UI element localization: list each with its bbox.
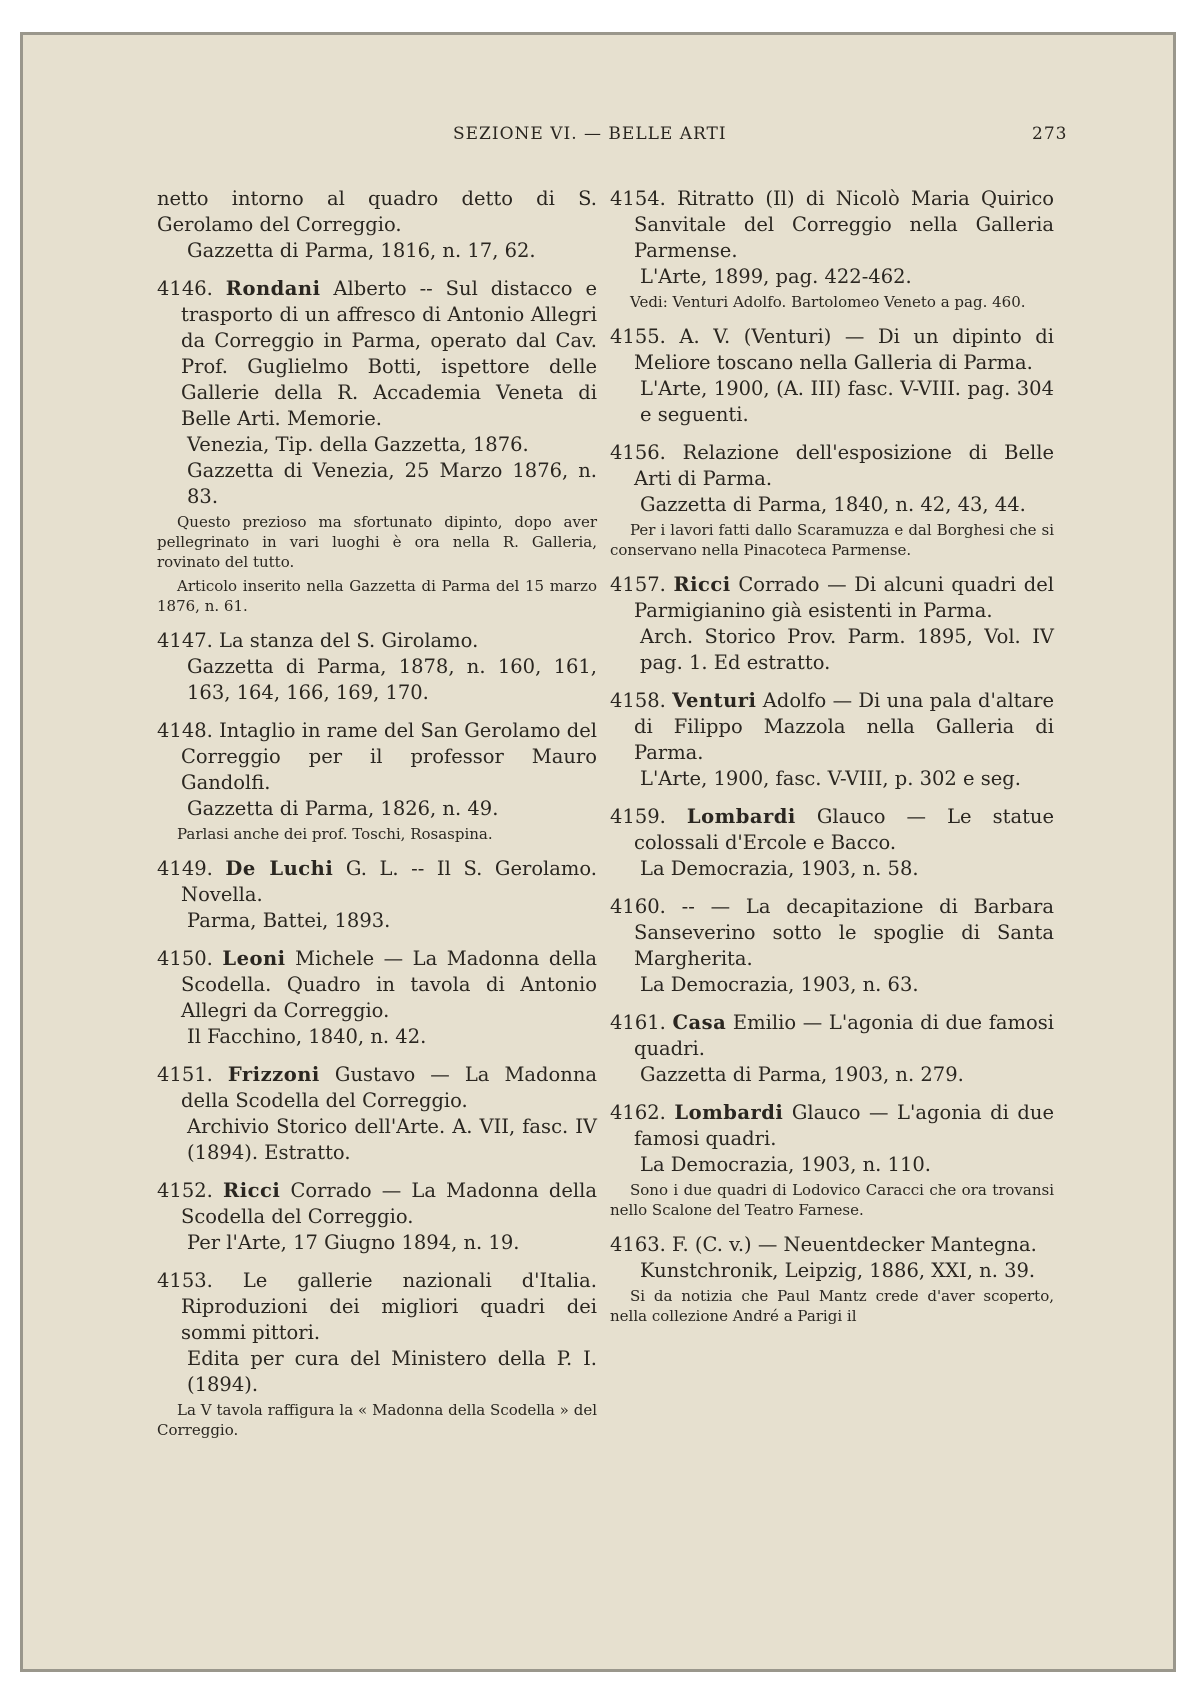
entry-note: Per i lavori fatti dallo Scaramuzza e dal Borghesi che si conservano nella Pinacoteca Parmense. <box>610 521 1054 559</box>
bibliography-entry <box>610 440 1054 560</box>
entry-source: Parma, Battei, 1893. <box>187 909 391 932</box>
bibliography-entry <box>157 856 597 934</box>
entry-number: 4163. <box>610 1233 666 1256</box>
entry-number: 4157. <box>610 573 666 596</box>
entry-note: Vedi: Venturi Adolfo. Bartolomeo Veneto a pag. 460. <box>630 293 1026 311</box>
entry-text: Adolfo — Di una pala d'altare di Filippo Mazzola nella Galleria di Parma. <box>634 689 1055 764</box>
entry-number: 4156. <box>610 441 666 464</box>
entry-number: 4162. <box>610 1101 666 1124</box>
entry-number: 4146. <box>157 277 213 300</box>
bibliography-entry <box>157 276 597 616</box>
bibliography-entry <box>610 804 1054 882</box>
entry-main <box>610 1232 1054 1258</box>
bibliography-entry <box>610 688 1054 792</box>
bibliography-entry <box>157 186 597 264</box>
bibliography-entry <box>157 1268 597 1440</box>
entry-source: Edita per cura del Ministero della P. I. (1894). <box>187 1347 597 1396</box>
bibliography-entry <box>610 572 1054 676</box>
entry-main <box>610 572 1054 624</box>
entry-source: La Democrazia, 1903, n. 58. <box>640 857 919 880</box>
entry-number: 4159. <box>610 805 666 828</box>
entry-source: Per l'Arte, 17 Giugno 1894, n. 19. <box>187 1231 520 1254</box>
entry-author: Casa <box>672 1011 727 1034</box>
entry-text: Alberto -- Sul distacco e trasporto di un affresco di Antonio Allegri da Correggio in Parma, operato dal Cav. Prof. Guglielmo Botti, ispettore delle Gallerie della R. Accademia Veneta di Belle Arti. Memorie. <box>181 277 597 430</box>
running-header <box>0 124 1196 154</box>
entry-source: Gazzetta di Parma, 1816, n. 17, 62. <box>187 239 536 262</box>
bibliography-entry <box>157 628 597 706</box>
entry-author: Lombardi <box>686 805 796 828</box>
entry-main <box>610 1010 1054 1062</box>
entry-main <box>610 804 1054 856</box>
left-column <box>157 186 597 1452</box>
entry-main <box>157 628 597 654</box>
entry-main <box>610 440 1054 492</box>
entry-number: 4149. <box>157 857 213 880</box>
entry-text: G. L. -- Il S. Gerolamo. Novella. <box>181 857 598 906</box>
entry-text: Relazione dell'esposizione di Belle Arti di Parma. <box>634 441 1054 490</box>
entry-number: 4154. <box>610 187 666 210</box>
entry-note: Articolo inserito nella Gazzetta di Parma del 15 marzo 1876, n. 61. <box>157 577 597 615</box>
bibliography-entry <box>610 1010 1054 1088</box>
entry-note: Questo prezioso ma sfortunato dipinto, dopo aver pellegrinato in vari luoghi è ora nella R. Galleria, rovinato del tutto. <box>157 513 597 571</box>
entry-note: La V tavola raffigura la « Madonna della Scodella » del Correggio. <box>157 1401 597 1439</box>
entry-source: La Democrazia, 1903, n. 63. <box>640 973 919 996</box>
entry-text: Michele — La Madonna della Scodella. Quadro in tavola di Antonio Allegri da Correggio. <box>181 947 597 1022</box>
page-number: 273 <box>1032 124 1068 144</box>
bibliography-entry <box>157 1062 597 1166</box>
bibliography-entry <box>610 186 1054 312</box>
entry-number: 4148. <box>157 719 213 742</box>
entry-number: 4150. <box>157 947 213 970</box>
bibliography-entry <box>610 1232 1054 1326</box>
entry-text: F. (C. v.) — Neuentdecker Mantegna. <box>672 1233 1037 1256</box>
entry-note: Parlasi anche dei prof. Toschi, Rosaspina. <box>177 825 493 843</box>
entry-main <box>157 1062 597 1114</box>
entry-source: Venezia, Tip. della Gazzetta, 1876. <box>187 433 529 456</box>
entry-number: 4153. <box>157 1269 213 1292</box>
entry-text: Intaglio in rame del San Gerolamo del Correggio per il professor Mauro Gandolfi. <box>181 719 597 794</box>
entry-note: Si da notizia che Paul Mantz crede d'aver scoperto, nella collezione André a Parigi il <box>610 1287 1054 1325</box>
entry-number: 4152. <box>157 1179 213 1202</box>
entry-number: 4147. <box>157 629 213 652</box>
entry-text: -- — La decapitazione di Barbara Sanseverino sotto le spoglie di Santa Margherita. <box>634 895 1054 970</box>
entry-main <box>610 324 1054 376</box>
entry-source: L'Arte, 1900, (A. III) fasc. V-VIII. pag. 304 e seguenti. <box>640 377 1054 426</box>
entry-main <box>610 1100 1054 1152</box>
entry-source: Gazzetta di Venezia, 25 Marzo 1876, n. 83. <box>187 459 597 508</box>
entry-source: Gazzetta di Parma, 1826, n. 49. <box>187 797 499 820</box>
entry-main <box>157 856 597 908</box>
entry-text: netto intorno al quadro detto di S. Gerolamo del Correggio. <box>157 187 597 236</box>
entry-source: Il Facchino, 1840, n. 42. <box>187 1025 427 1048</box>
entry-source: La Democrazia, 1903, n. 110. <box>640 1153 931 1176</box>
entry-main <box>157 276 597 432</box>
entry-text: Ritratto (Il) di Nicolò Maria Quirico Sanvitale del Correggio nella Galleria Parmense. <box>634 187 1054 262</box>
entry-author: Venturi <box>672 689 757 712</box>
entry-text: Glauco — L'agonia di due famosi quadri. <box>634 1101 1054 1150</box>
right-column <box>610 186 1054 1338</box>
bibliography-entry <box>157 718 597 844</box>
entry-text: Emilio — L'agonia di due famosi quadri. <box>634 1011 1055 1060</box>
entry-source: Gazzetta di Parma, 1878, n. 160, 161, 163, 164, 166, 169, 170. <box>187 655 597 704</box>
entry-text: Glauco — Le statue colossali d'Ercole e Bacco. <box>634 805 1055 854</box>
entry-number: 4158. <box>610 689 666 712</box>
entry-text: A. V. (Venturi) — Di un dipinto di Meliore toscano nella Galleria di Parma. <box>634 325 1054 374</box>
entry-number: 4155. <box>610 325 666 348</box>
entry-source: Gazzetta di Parma, 1840, n. 42, 43, 44. <box>640 493 1026 516</box>
entry-source: Kunstchronik, Leipzig, 1886, XXI, n. 39. <box>640 1259 1036 1282</box>
entry-text: Le gallerie nazionali d'Italia. Riproduzioni dei migliori quadri dei sommi pittori. <box>181 1269 597 1344</box>
entry-text: Gustavo — La Madonna della Scodella del Correggio. <box>181 1063 598 1112</box>
entry-text: La stanza del S. Girolamo. <box>219 629 479 652</box>
entry-source: Archivio Storico dell'Arte. A. VII, fasc. IV (1894). Estratto. <box>187 1115 597 1164</box>
entry-main <box>610 688 1054 766</box>
entry-author: Ricci <box>673 573 731 596</box>
entry-text: Corrado — Di alcuni quadri del Parmigianino già esistenti in Parma. <box>634 573 1054 622</box>
bibliography-entry <box>610 324 1054 428</box>
entry-source: L'Arte, 1900, fasc. V-VIII, p. 302 e seg. <box>640 767 1021 790</box>
entry-source: Gazzetta di Parma, 1903, n. 279. <box>640 1063 964 1086</box>
entry-text: Corrado — La Madonna della Scodella del Correggio. <box>181 1179 598 1228</box>
entry-author: Lombardi <box>674 1101 784 1124</box>
entry-main <box>157 1178 597 1230</box>
entry-main <box>610 186 1054 264</box>
entry-author: Frizzoni <box>227 1063 320 1086</box>
bibliography-entry <box>610 1100 1054 1220</box>
entry-main <box>157 946 597 1024</box>
entry-author: Leoni <box>222 947 286 970</box>
bibliography-entry <box>157 1178 597 1256</box>
entry-source: L'Arte, 1899, pag. 422-462. <box>640 265 912 288</box>
bibliography-entry <box>610 894 1054 998</box>
entry-main <box>610 894 1054 972</box>
entry-number: 4161. <box>610 1011 666 1034</box>
entry-author: Ricci <box>223 1179 281 1202</box>
entry-author: Rondani <box>225 277 321 300</box>
bibliography-entry <box>157 946 597 1050</box>
entry-number: 4151. <box>157 1063 213 1086</box>
section-title: SEZIONE VI. — BELLE ARTI <box>453 124 727 144</box>
entry-main <box>157 186 597 238</box>
entry-source: Arch. Storico Prov. Parm. 1895, Vol. IV pag. 1. Ed estratto. <box>640 625 1054 674</box>
entry-author: De Luchi <box>225 857 334 880</box>
entry-number: 4160. <box>610 895 666 918</box>
entry-note: Sono i due quadri di Lodovico Caracci che ora trovansi nello Scalone del Teatro Farnese. <box>610 1181 1054 1219</box>
entry-main <box>157 718 597 796</box>
entry-main <box>157 1268 597 1346</box>
